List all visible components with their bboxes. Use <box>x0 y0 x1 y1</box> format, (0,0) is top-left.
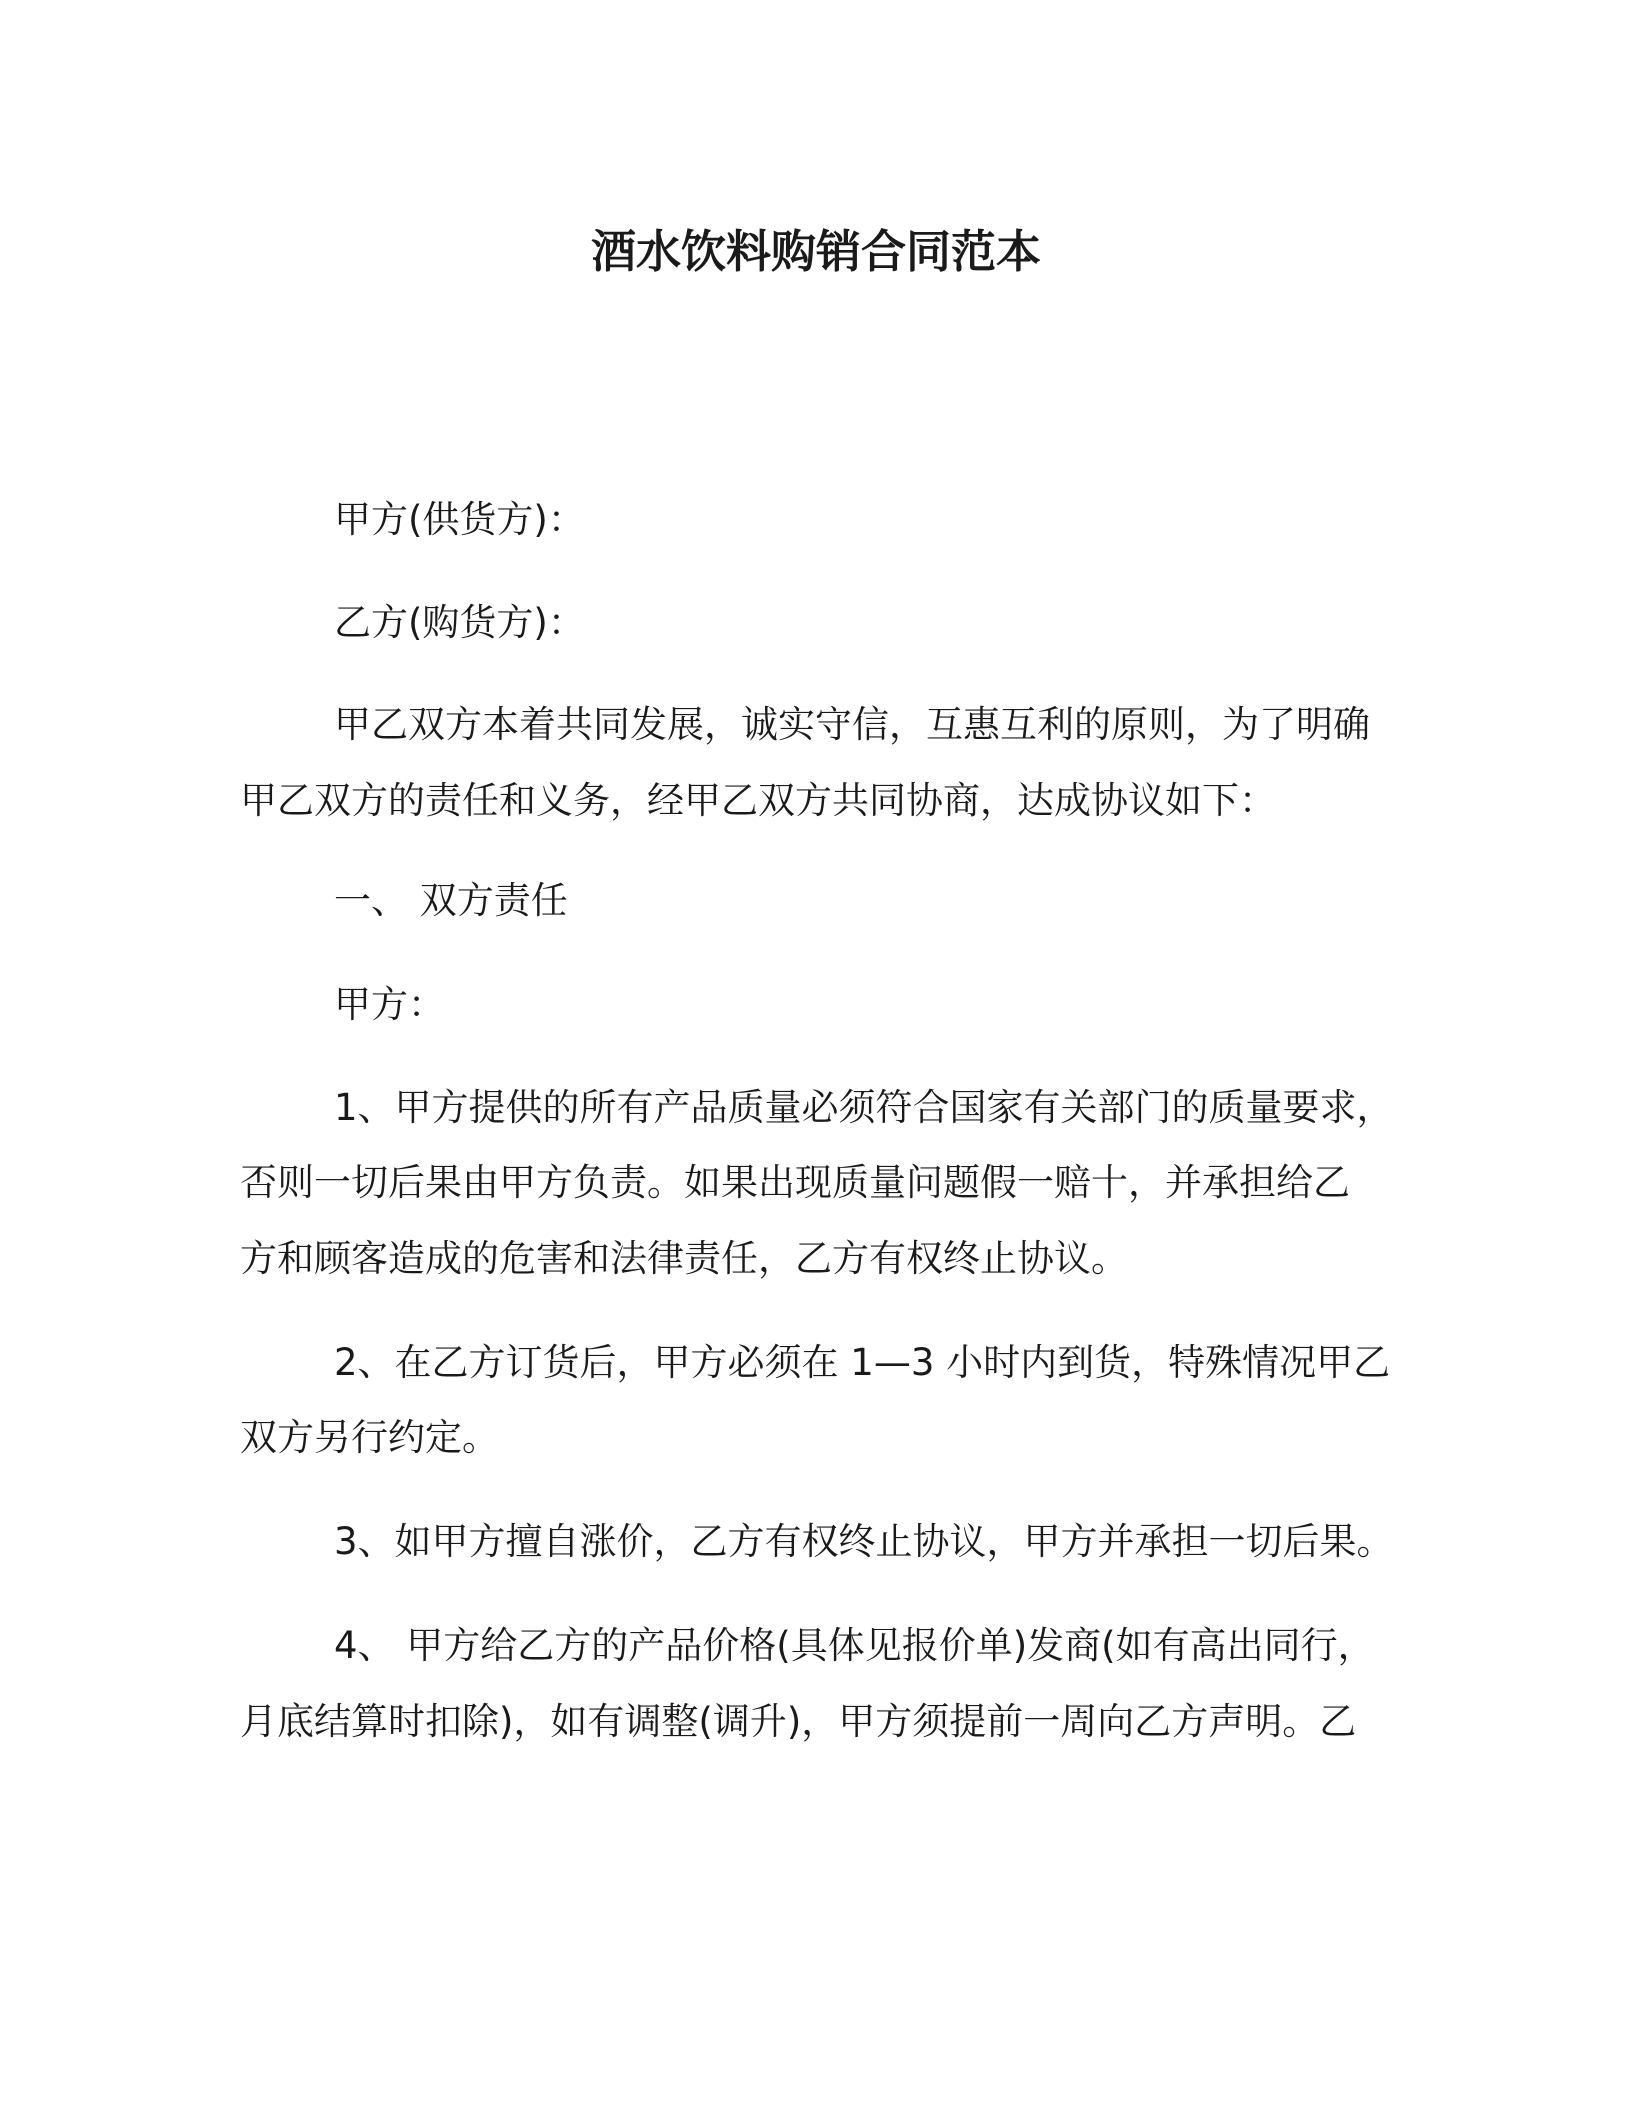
section-heading: 一、 双方责任 <box>334 879 568 922</box>
clause-4-line-2: 月底结算时扣除)，如有调整(调升)，甲方须提前一周向乙方声明。乙 <box>240 1700 1357 1743</box>
clause-1-line-1: 1、甲方提供的所有产品质量必须符合国家有关部门的质量要求， <box>334 1086 1394 1129</box>
party-b-line: 乙方(购货方)： <box>334 601 585 644</box>
party-a-subheading: 甲方： <box>334 983 445 1026</box>
clause-2-line-1: 2、在乙方订货后，甲方必须在 1—3 小时内到货，特殊情况甲乙 <box>334 1341 1391 1384</box>
clause-3-line-1: 3、如甲方擅自涨价，乙方有权终止协议，甲方并承担一切后果。 <box>334 1520 1394 1563</box>
preamble-line-1: 甲乙双方本着共同发展，诚实守信，互惠互利的原则，为了明确 <box>334 703 1370 746</box>
clause-4-line-1: 4、 甲方给乙方的产品价格(具体见报价单)发商(如有高出同行， <box>334 1624 1375 1667</box>
party-a-line: 甲方(供货方)： <box>334 498 585 541</box>
clause-1-line-2: 否则一切后果由甲方负责。如果出现质量问题假一赔十，并承担给乙 <box>240 1161 1350 1204</box>
preamble-line-2: 甲乙双方的责任和义务，经甲乙双方共同协商，达成协议如下： <box>240 779 1276 822</box>
clause-1-line-3: 方和顾客造成的危害和法律责任，乙方有权终止协议。 <box>240 1237 1128 1280</box>
clause-2-line-2: 双方另行约定。 <box>240 1416 499 1459</box>
document-title: 酒水饮料购销合同范本 <box>590 225 1041 278</box>
